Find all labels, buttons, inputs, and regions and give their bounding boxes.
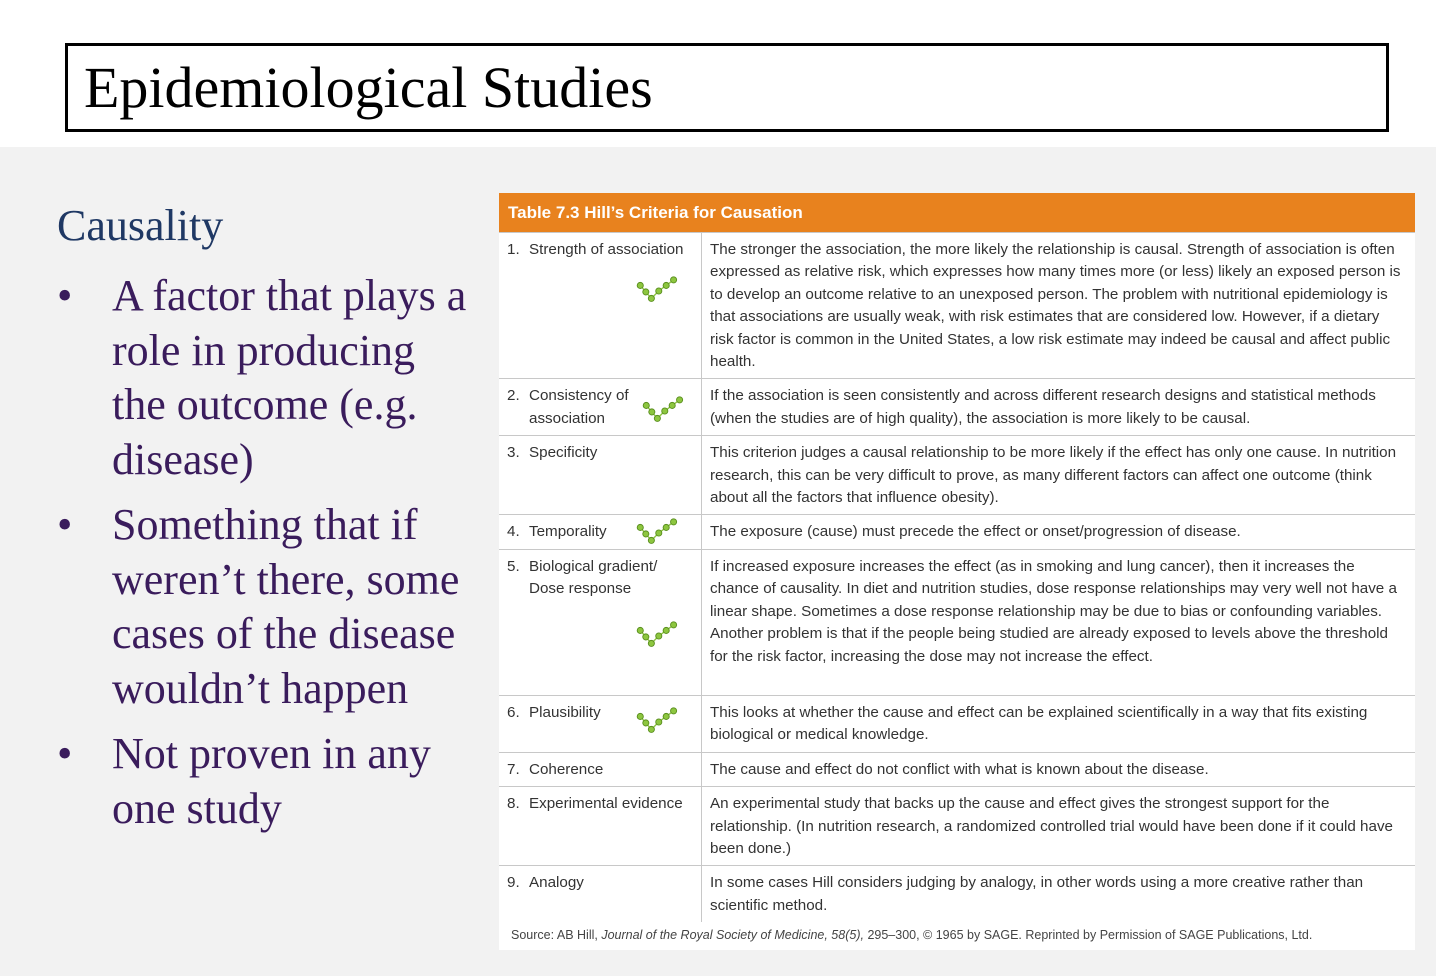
criterion-description: The stronger the association, the more likely the relationship is causal. Strength of association is often expressed as relative risk, which expresses how many times more (or less) likely an exposed person is to develop an outcome relative to an unexposed person. The problem with nutritional epidemiology is that associations are usually weak, with risk estimates that are considered low. However, if a dietary risk factor is common in the United States, a low risk estimate may indeed be causal and affect public health.	[702, 233, 1416, 379]
criterion-number: 9.	[507, 874, 520, 892]
title-box	[65, 43, 1389, 132]
table-row	[499, 695, 1415, 752]
criterion-number: 1.	[507, 241, 520, 258]
criterion-description: An experimental study that backs up the cause and effect gives the strongest support for the relationship. (In nutrition research, a randomized controlled trial would have been done if it could have been done.)	[702, 787, 1416, 866]
table-row	[499, 515, 1415, 549]
criterion-number: 3.	[507, 444, 520, 462]
criterion-name: Temporality	[529, 523, 607, 541]
table-row	[499, 866, 1415, 922]
bullet-item	[57, 727, 477, 836]
table-source	[511, 928, 1312, 942]
criterion-cell	[499, 787, 702, 866]
table-row	[499, 752, 1415, 786]
bullet-text: Not proven in any one study	[112, 729, 431, 833]
criterion-description: The exposure (cause) must precede the effect or onset/progression of disease.	[702, 515, 1416, 549]
bullet-text: A factor that plays a role in producing the outcome (e.g. disease)	[112, 271, 467, 484]
criterion-name: Specificity	[529, 444, 598, 462]
criterion-description: In some cases Hill considers judging by analogy, in other words using a more creative rather than scientific method.	[702, 866, 1416, 922]
criterion-description: The cause and effect do not conflict with what is known about the disease.	[702, 752, 1416, 786]
criterion-description: This looks at whether the cause and effect can be explained scientifically in a way that fits existing biological or medical knowledge.	[702, 695, 1416, 752]
criterion-description: If the association is seen consistently and across different research designs and statistical methods (when the studies are of high quality), the association is more likely to be causal.	[702, 379, 1416, 436]
criterion-cell	[499, 515, 702, 549]
source-prefix: Source: AB Hill,	[511, 928, 602, 942]
bullet-list	[57, 269, 477, 847]
bullet-item	[57, 498, 477, 716]
slide-content	[0, 147, 1436, 976]
causality-heading: Causality	[57, 201, 224, 250]
criterion-cell	[499, 379, 702, 436]
criterion-number: 5.	[507, 557, 520, 575]
table-row	[499, 787, 1415, 866]
criterion-number: 2.	[507, 387, 520, 405]
green-check-icon	[637, 391, 687, 431]
bullet-dot-icon: •	[57, 271, 73, 320]
criteria-table	[499, 232, 1415, 922]
table-title: Table 7.3 Hill’s Criteria for Causation	[499, 193, 1415, 232]
source-journal: Journal of the Royal Society of Medicine, 58(5),	[601, 928, 864, 942]
table-row	[499, 379, 1415, 436]
bullet-item	[57, 269, 477, 487]
criterion-description: If increased exposure increases the effect (as in smoking and lung cancer), then it increases the chance of causality. In diet and nutrition studies, dose response relationships may very well not have a linear shape. Sometimes a dose response relationship may be due to bias or confounding variables. Another problem is that if the people being studied are already exposed to levels above the threshold for the risk factor, increasing the dose may not increase the effect.	[702, 549, 1416, 695]
criterion-name: Experimental evidence	[529, 795, 683, 813]
criterion-cell	[499, 752, 702, 786]
criterion-number: 4.	[507, 523, 520, 541]
criterion-number: 8.	[507, 795, 520, 813]
criterion-name: Biological gradient/ Dose response	[529, 557, 658, 598]
criterion-name: Analogy	[529, 874, 584, 892]
bullet-text: Something that if weren’t there, some cases of the disease wouldn’t happen	[112, 500, 460, 713]
criterion-name: Coherence	[529, 760, 604, 778]
bullet-dot-icon: •	[57, 729, 73, 778]
criterion-cell	[499, 233, 702, 379]
criterion-cell	[499, 549, 702, 695]
source-suffix: 295–300, © 1965 by SAGE. Reprinted by Permission of SAGE Publications, Ltd.	[863, 928, 1313, 942]
criterion-number: 7.	[507, 760, 520, 778]
criterion-name: Strength of association	[529, 241, 684, 258]
green-check-icon	[631, 702, 681, 742]
slide-title: Epidemiological Studies	[84, 55, 653, 120]
criterion-cell	[499, 866, 702, 922]
green-check-icon	[631, 513, 681, 553]
criterion-cell	[499, 436, 702, 515]
criterion-cell	[499, 695, 702, 752]
criterion-description: This criterion judges a causal relationship to be more likely if the effect has only one cause. In nutrition research, this can be very difficult to prove, as many different factors can affect one outcome (think about all the factors that influence obesity).	[702, 436, 1416, 515]
green-check-icon	[631, 271, 681, 311]
bullet-dot-icon: •	[57, 500, 73, 549]
hill-criteria-table	[499, 193, 1415, 950]
criterion-name: Consistency of association	[529, 387, 629, 427]
green-check-icon	[631, 616, 681, 656]
criterion-name: Plausibility	[529, 703, 601, 721]
table-row	[499, 233, 1415, 379]
table-row	[499, 549, 1415, 695]
table-row	[499, 436, 1415, 515]
criterion-number: 6.	[507, 703, 520, 721]
